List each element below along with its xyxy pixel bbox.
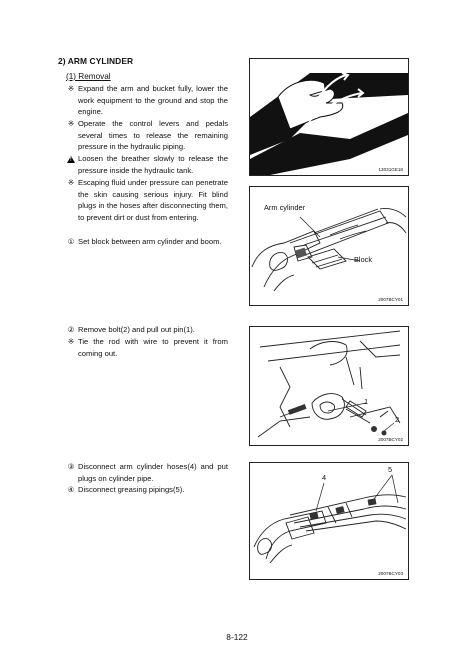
step-number: ②: [67, 325, 75, 334]
label-hoses: 4: [322, 473, 327, 482]
step-text: Disconnect greasing pipings(5).: [78, 485, 185, 494]
note-mark: ※: [67, 84, 75, 93]
section-title: 2) ARM CYLINDER: [58, 56, 134, 66]
hoses-illustration: [250, 463, 408, 579]
hand-injection-illustration: [250, 59, 408, 175]
page-number: 8-122: [226, 632, 248, 642]
figure-code: 2007BCY03: [378, 571, 403, 576]
step-number: ④: [67, 485, 75, 494]
label-block: Block: [354, 255, 373, 264]
subsection-title: (1) Removal: [66, 72, 111, 81]
step-text: Expand the arm and bucket fully, lower the work equipment to the ground and stop the engine.: [78, 84, 228, 117]
step-text: Operate the control levers and pedals several times to release the remaining pressure in the hydraulic piping.: [78, 119, 228, 152]
figure-code: 2007BCY02: [378, 437, 403, 442]
note-mark: ※: [67, 178, 75, 187]
figure-code: 2007BCY01: [378, 297, 403, 302]
step-number: ③: [67, 462, 75, 471]
figure-arm-cylinder-block: [249, 186, 409, 306]
warning-icon: [67, 156, 75, 163]
step-text: Set block between arm cylinder and boom.: [78, 237, 222, 246]
step-text: Loosen the breather slowly to release the pressure inside the hydraulic tank.: [78, 154, 228, 175]
note-mark: ※: [67, 337, 75, 346]
step-text: Disconnect arm cylinder hoses(4) and put plugs on cylinder pipe.: [78, 462, 228, 483]
label-pin: 1: [364, 397, 369, 406]
figure-code: 13031GE18: [378, 167, 403, 172]
step-text: Remove bolt(2) and pull out pin(1).: [78, 325, 195, 334]
step-text: Escaping fluid under pressure can penetrate the skin causing serious injury. Fit blind plugs in the hoses after disconnecting them, to prevent dirt or dust from entering.: [78, 178, 228, 222]
figure-pressure-injection: [249, 58, 409, 176]
figure-hoses-piping: [249, 462, 409, 580]
label-greasing-pipings: 5: [388, 465, 393, 474]
note-mark: ※: [67, 119, 75, 128]
step-number: ①: [67, 237, 75, 246]
figure-pin-bolt: [249, 326, 409, 446]
pin-bolt-illustration: [250, 327, 408, 445]
label-arm-cylinder: Arm cylinder: [264, 203, 306, 212]
label-bolt: 2: [395, 415, 400, 424]
step-text: Tie the rod with wire to prevent it from coming out.: [78, 337, 228, 358]
